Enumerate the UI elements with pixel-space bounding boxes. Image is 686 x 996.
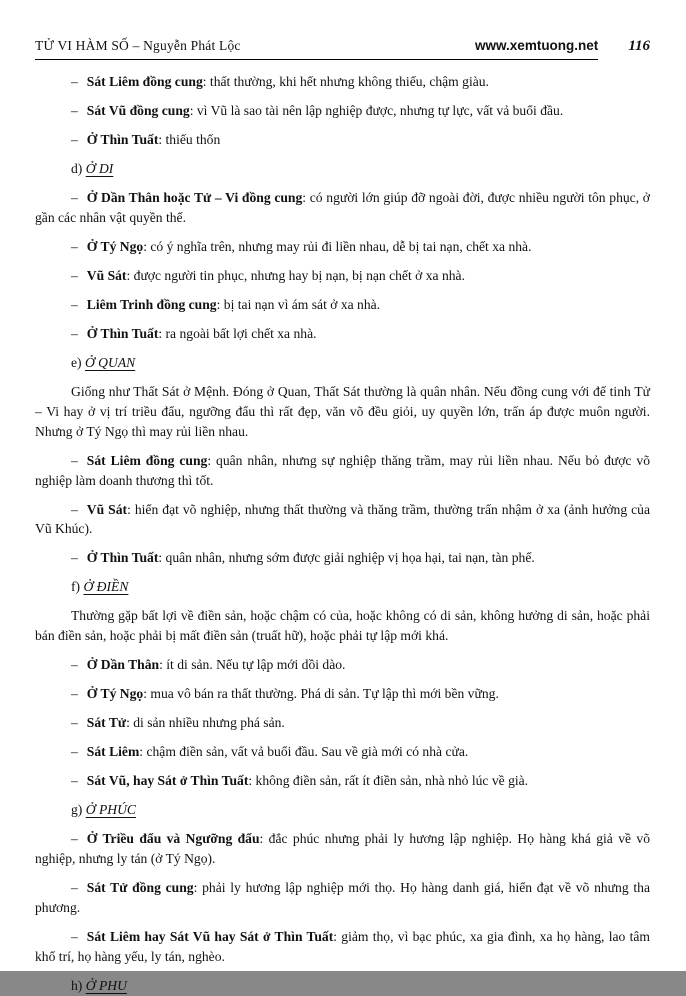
bullet-text: : ít di sản. Nếu tự lập mới dồi dào. xyxy=(159,657,346,673)
bullet-lead: Ở Dần Thân xyxy=(86,657,160,673)
section-letter: g) xyxy=(71,802,86,818)
bullet-lead: Ở Triều đẩu và Ngưỡng đẩu xyxy=(86,831,260,847)
bullet-item xyxy=(35,324,650,344)
section-heading-label: Ở QUAN xyxy=(84,354,136,370)
bullet-lead: Ở Thìn Tuất xyxy=(86,131,159,147)
bullet-dash-icon: – xyxy=(71,267,78,283)
bullet-dash-icon: – xyxy=(71,880,78,896)
bullet-item xyxy=(35,548,650,568)
bullet-item xyxy=(35,130,650,150)
bullet-text: : di sản nhiều nhưng phá sản. xyxy=(126,715,285,731)
section-letter: e) xyxy=(71,354,85,370)
bullet-dash-icon: – xyxy=(71,744,78,760)
paragraph: Giống như Thất Sát ở Mệnh. Đóng ở Quan, Thất Sát thường là quân nhân. Nếu đồng cung với đế tinh Tử – Vi hay ở vị trí triều đẩu, ngưỡng đẩu thì rất đẹp, văn võ đều giỏi, uy quyền lớn, trấn áp được muôn người. Nhưng ở Tý Ngọ thì may rủi liền nhau. xyxy=(35,383,650,439)
bullet-dash-icon: – xyxy=(71,550,78,566)
bullet-lead: Ở Tý Ngọ xyxy=(86,686,144,702)
section-letter: f) xyxy=(71,579,84,595)
bullet-lead: Ở Thìn Tuất xyxy=(86,325,159,341)
document-body xyxy=(35,72,650,996)
header-rule xyxy=(35,59,598,60)
section-heading xyxy=(35,353,650,373)
bullet-text: : hiển đạt võ nghiệp, nhưng thất thường và thăng trầm, thường trấn nhậm ở xa (ảnh hưởng của Vũ Khúc). xyxy=(35,501,650,537)
bullet-dash-icon: – xyxy=(71,831,78,847)
bullet-lead: Ở Tý Ngọ xyxy=(86,238,144,254)
book-title: TỬ VI HÀM SỐ – Nguyễn Phát Lộc xyxy=(35,38,241,53)
bullet-lead: Sát Liêm đồng cung xyxy=(86,452,208,468)
bullet-dash-icon: – xyxy=(71,74,78,89)
bullet-text: : giảm thọ, vì bạc phúc, xa gia đình, xa họ hàng, lao tâm khổ trí, họ hàng yếu, ly tán, nghèo. xyxy=(35,929,650,964)
bullet-text: : đắc phúc nhưng phải ly hương lập nghiệp. Họ hàng khá giả về võ nghiệp, nhưng ly tán (ở Tý Ngọ). xyxy=(35,831,650,867)
bullet-text: : có người lớn giúp đỡ ngoài đời, được nhiều người tôn phục, ở gần các nhân vật quyền thế. xyxy=(35,189,650,225)
bullet-text: : có ý nghĩa trên, nhưng may rủi đi liền nhau, dễ bị tai nạn, chết xa nhà. xyxy=(143,238,532,254)
bullet-dash-icon: – xyxy=(71,189,78,205)
section-letter: d) xyxy=(71,160,86,176)
bullet-dash-icon: – xyxy=(71,715,78,731)
bullet-lead: Sát Liêm xyxy=(86,744,140,760)
bullet-lead: Vũ Sát xyxy=(86,267,127,283)
bullet-lead: Liêm Trinh đồng cung xyxy=(86,296,217,312)
bullet-text: : ra ngoài bất lợi chết xa nhà. xyxy=(158,325,317,341)
bullet-dash-icon: – xyxy=(71,238,78,254)
bullet-lead: Vũ Sát xyxy=(86,501,128,517)
bullet-dash-icon: – xyxy=(71,657,78,673)
section-heading xyxy=(35,976,650,996)
bullet-dash-icon: – xyxy=(71,296,78,312)
bullet-item xyxy=(35,655,650,675)
bullet-dash-icon: – xyxy=(71,929,78,944)
bullet-item xyxy=(35,927,650,967)
bullet-item xyxy=(35,188,650,228)
bullet-dash-icon: – xyxy=(71,102,78,118)
section-heading-label: Ở ĐIỀN xyxy=(83,579,129,595)
bullet-item xyxy=(35,771,650,791)
bullet-lead: Ở Thìn Tuất xyxy=(86,550,159,566)
bullet-item xyxy=(35,101,650,121)
section-heading-label: Ở DI xyxy=(85,160,114,176)
bullet-lead: Sát Tử đồng cung xyxy=(86,880,194,896)
section-heading-label: Ở PHÚC xyxy=(85,802,136,818)
page-number: 116 xyxy=(628,38,650,54)
bullet-item xyxy=(35,500,650,540)
section-heading xyxy=(35,800,650,820)
bullet-item xyxy=(35,451,650,491)
bullet-lead: Sát Liêm hay Sát Vũ hay Sát ở Thìn Tuất xyxy=(86,929,334,944)
bullet-text: : vì Vũ là sao tài nên lập nghiệp được, nhưng tự lực, vất vả buổi đầu. xyxy=(189,102,564,118)
bullet-text: : bị tai nạn vì ám sát ở xa nhà. xyxy=(216,296,381,312)
section-heading-label: Ở PHU xyxy=(85,977,127,993)
bullet-item xyxy=(35,295,650,315)
bullet-dash-icon: – xyxy=(71,686,78,702)
page-header xyxy=(35,38,650,55)
bullet-item xyxy=(35,72,650,92)
section-heading xyxy=(35,159,650,179)
bullet-item xyxy=(35,829,650,869)
bullet-lead: Sát Vũ, hay Sát ở Thìn Tuất xyxy=(86,773,249,789)
bullet-lead: Ở Dần Thân hoặc Tử – Vi đồng cung xyxy=(86,189,303,205)
bullet-lead: Sát Vũ đồng cung xyxy=(86,102,190,118)
section-letter: h) xyxy=(71,977,86,993)
paragraph: Thường gặp bất lợi về điền sản, hoặc chậm có của, hoặc không có di sản, không hưởng di sản, hoặc phải bán điền sản, hoặc phải bị mất điền sản (truất hữ), hoặc phải tự lập mới khá. xyxy=(35,608,650,644)
bullet-item xyxy=(35,878,650,918)
bullet-lead: Sát Liêm đồng cung xyxy=(86,74,203,89)
bullet-dash-icon: – xyxy=(71,773,78,789)
section-heading xyxy=(35,577,650,597)
bullet-text: : quân nhân, nhưng sự nghiệp thăng trầm, may rủi liền nhau. Nếu bỏ được võ nghiệp làm doanh thương thì tốt. xyxy=(35,452,650,488)
bullet-text: : thiếu thốn xyxy=(158,131,221,147)
bullet-item xyxy=(35,237,650,257)
bullet-text: : mua vô bán ra thất thường. Phá di sản. Tự lập thì mới bền vững. xyxy=(143,686,499,702)
bullet-text: : thất thường, khi hết nhưng không thiếu, chậm giàu. xyxy=(202,74,489,89)
bullet-lead: Sát Tử xyxy=(86,715,127,731)
bullet-item xyxy=(35,266,650,286)
bullet-dash-icon: – xyxy=(71,501,78,517)
bullet-item xyxy=(35,742,650,762)
bullet-item xyxy=(35,684,650,704)
bullet-text: : chậm điền sản, vất vả buổi đầu. Sau về già mới có nhà cửa. xyxy=(139,744,469,760)
bullet-item xyxy=(35,713,650,733)
bullet-dash-icon: – xyxy=(71,325,78,341)
bullet-text: : phải ly hương lập nghiệp mới thọ. Họ hàng danh giá, hiển đạt về võ nhưng tha phương. xyxy=(35,880,650,916)
bullet-text: : được người tin phục, nhưng hay bị nạn, bị nạn chết ở xa nhà. xyxy=(126,267,465,283)
bullet-dash-icon: – xyxy=(71,131,78,147)
website-link[interactable]: www.xemtuong.net xyxy=(475,38,599,53)
bullet-text: : quân nhân, nhưng sớm được giải nghiệp vị họa hại, tai nạn, tàn phế. xyxy=(158,550,535,566)
bullet-dash-icon: – xyxy=(71,452,78,468)
bullet-text: : không điền sản, rất ít điền sản, nhà nhỏ lúc về già. xyxy=(248,773,529,789)
